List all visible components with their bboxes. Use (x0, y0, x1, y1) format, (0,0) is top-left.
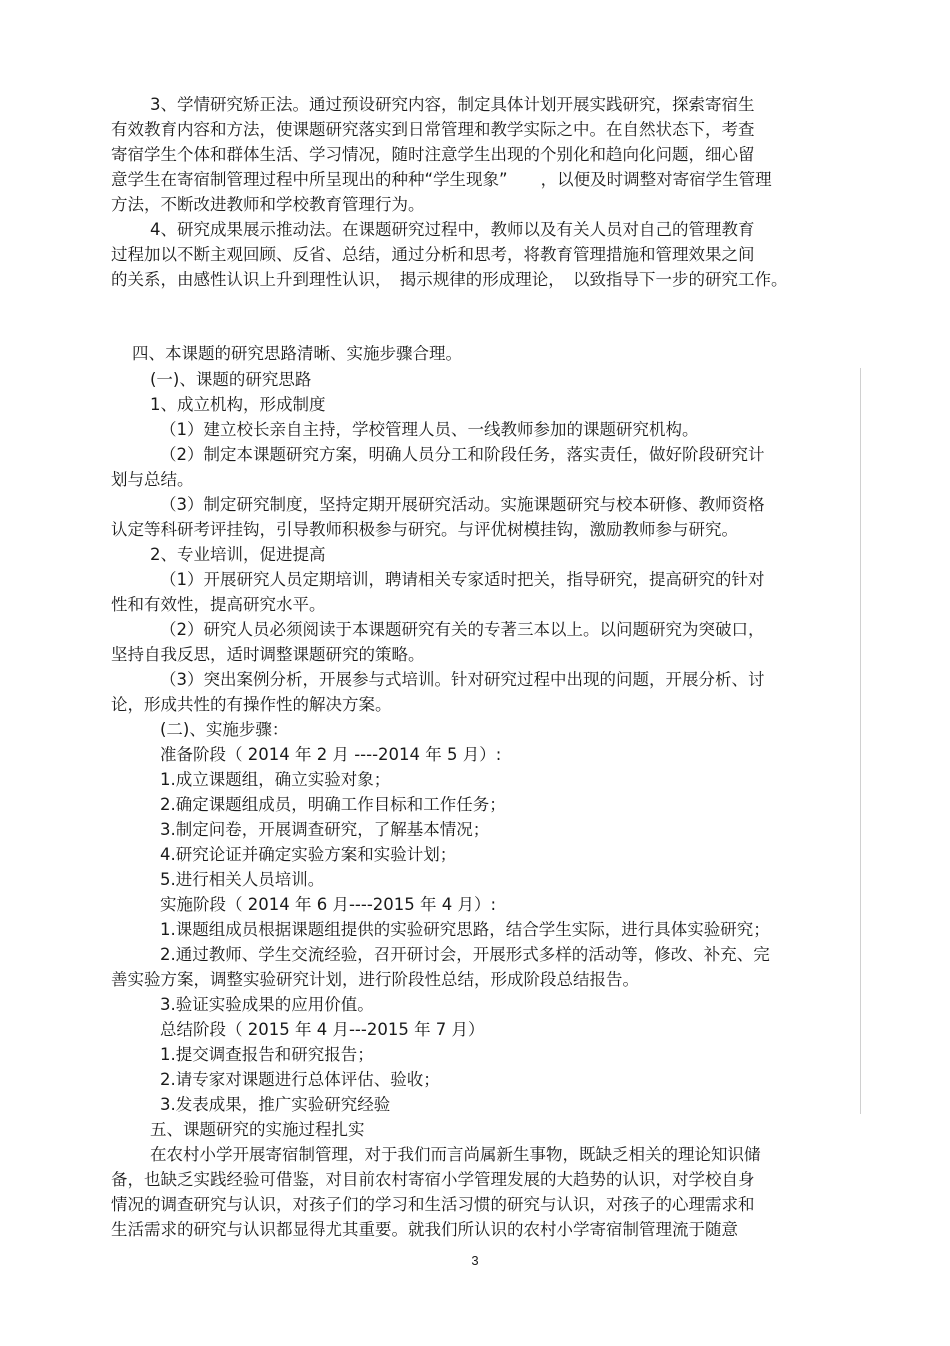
text-line: （2）制定本课题研究方案，明确人员分工和阶段任务，落实责任，做好阶段研究计 (160, 445, 765, 464)
text-line: 1.课题组成员根据课题组提供的实验研究思路，结合学生实际，进行具体实验研究； (160, 920, 770, 939)
text-line: 2.确定课题组成员，明确工作目标和工作任务； (160, 795, 506, 814)
subsection-heading: (二)、实施步骤： (160, 720, 289, 739)
section-heading: 四、本课题的研究思路清晰、实施步骤合理。 (132, 344, 462, 363)
text-line: 方法，不断改进教师和学校教育管理行为。 (111, 195, 425, 214)
text-line: 生活需求的研究与认识都显得尤其重要。就我们所认识的农村小学寄宿制管理流于随意 (111, 1220, 738, 1239)
text-line: 备，也缺乏实践经验可借鉴，对目前农村寄宿小学管理发展的大趋势的认识，对学校自身 (111, 1170, 755, 1189)
text-line: 过程加以不断主观回顾、反省、总结，通过分析和思考，将教育管理措施和管理效果之间 (111, 245, 755, 264)
text-line: 认定等科研考评挂钩，引导教师积极参与研究。与评优树模挂钩，激励教师参与研究。 (111, 520, 738, 539)
text-line: 论，形成共性的有操作性的解决方案。 (111, 695, 392, 714)
text-line: 意学生在寄宿制管理过程中所呈现出的种种“学生现象” ，以便及时调整对寄宿学生管理 (111, 170, 772, 189)
text-line: 3.制定问卷，开展调查研究，了解基本情况； (160, 820, 490, 839)
text-line: 善实验方案，调整实验研究计划，进行阶段性总结，形成阶段总结报告。 (111, 970, 639, 989)
text-line: 1、成立机构，形成制度 (150, 395, 326, 414)
text-line: 3、学情研究矫正法。通过预设研究内容，制定具体计划开展实践研究，探索寄宿生 (150, 95, 755, 114)
text-line: （2）研究人员必须阅读于本课题研究有关的专著三本以上。以问题研究为突破口， (160, 620, 765, 639)
text-line: 2.请专家对课题进行总体评估、验收； (160, 1070, 440, 1089)
text-line: 1.提交调查报告和研究报告； (160, 1045, 374, 1064)
text-line: 4、研究成果展示推动法。在课题研究过程中，教师以及有关人员对自己的管理教育 (150, 220, 755, 239)
text-line: 2.通过教师、学生交流经验，召开研讨会，开展形式多样的活动等，修改、补充、完 (160, 945, 770, 964)
text-line: 在农村小学开展寄宿制管理，对于我们而言尚属新生事物，既缺乏相关的理论知识储 (150, 1145, 761, 1164)
section-heading: 五、课题研究的实施过程扎实 (150, 1120, 365, 1139)
page-number: 3 (471, 1253, 479, 1268)
text-line: 坚持自我反思，适时调整课题研究的策略。 (111, 645, 425, 664)
text-line: （3）制定研究制度，坚持定期开展研究活动。实施课题研究与校本研修、教师资格 (160, 495, 765, 514)
text-line: 3.验证实验成果的应用价值。 (160, 995, 374, 1014)
text-line: 2、专业培训，促进提高 (150, 545, 326, 564)
margin-rule (860, 368, 861, 1114)
text-line: 4.研究论证并确定实验方案和实验计划； (160, 845, 457, 864)
text-line: 1.成立课题组，确立实验对象； (160, 770, 391, 789)
text-line: （1）开展研究人员定期培训，聘请相关专家适时把关，指导研究，提高研究的针对 (160, 570, 765, 589)
text-line: 3.发表成果，推广实验研究经验 (160, 1095, 391, 1114)
text-line: 划与总结。 (111, 470, 194, 489)
text-line: 情况的调查研究与认识，对孩子们的学习和生活习惯的研究与认识，对孩子的心理需求和 (111, 1195, 755, 1214)
text-line: 准备阶段（ 2014 年 2 月 ----2014 年 5 月）: (160, 745, 502, 764)
text-line: 性和有效性，提高研究水平。 (111, 595, 326, 614)
text-line: 总结阶段（ 2015 年 4 月---2015 年 7 月） (160, 1020, 485, 1039)
text-line: （1）建立校长亲自主持，学校管理人员、一线教师参加的课题研究机构。 (160, 420, 699, 439)
text-line: 实施阶段（ 2014 年 6 月----2015 年 4 月）: (160, 895, 497, 914)
text-line: 5.进行相关人员培训。 (160, 870, 325, 889)
text-line: 的关系，由感性认识上升到理性认识， 揭示规律的形成理论， 以致指导下一步的研究工作。 (111, 270, 788, 289)
text-line: 寄宿学生个体和群体生活、学习情况，随时注意学生出现的个别化和趋向化问题，细心留 (111, 145, 755, 164)
text-line: 有效教育内容和方法，使课题研究落实到日常管理和教学实际之中。在自然状态下，考查 (111, 120, 755, 139)
text-line: （3）突出案例分析，开展参与式培训。针对研究过程中出现的问题，开展分析、讨 (160, 670, 765, 689)
subsection-heading: (一)、课题的研究思路 (150, 370, 312, 389)
